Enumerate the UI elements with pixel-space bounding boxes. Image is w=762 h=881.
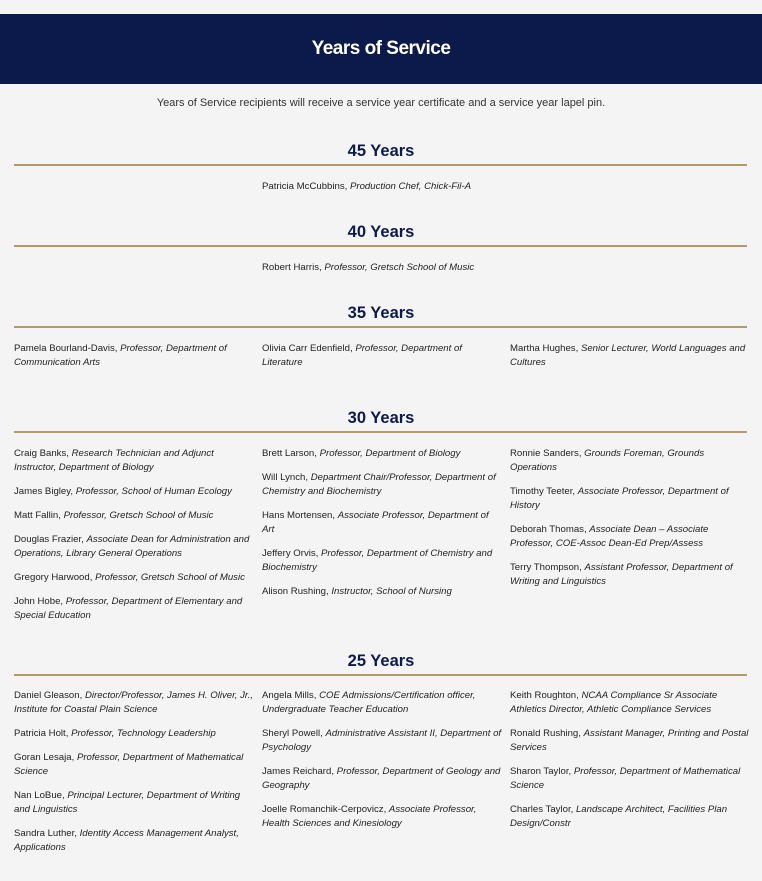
recipient-role: Research Technician and Adjunct Instructor, Department of Biology — [14, 448, 214, 473]
recipient-role: Professor, Department of Literature — [262, 343, 462, 368]
recipient-name: Joelle Romanchik-Cerpovicz — [262, 804, 384, 815]
list-item: Martha Hughes, Senior Lecturer, World Languages and Cultures — [510, 343, 746, 368]
list-item: James Reichard, Professor, Department of Geology and Geography — [262, 766, 501, 791]
recipient-name: Ronald Rushing — [510, 728, 579, 739]
section-title-45: 45 Years — [347, 142, 415, 160]
list-item: Terry Thompson, Assistant Professor, Department of Writing and Linguistics — [510, 562, 733, 587]
recipient-role: Department Chair/Professor, Department of Chemistry and Biochemistry — [262, 472, 496, 497]
recipient-role: Instructor, School of Nursing — [331, 586, 452, 597]
recipient-name: Gregory Harwood — [14, 572, 90, 583]
recipient-name: Ronnie Sanders — [510, 448, 579, 459]
recipient-role: Associate Dean – Associate Professor, COE-Assoc Dean-Ed Prep/Assess — [510, 524, 709, 549]
recipient-name: Craig Banks — [14, 448, 67, 459]
list-item: Deborah Thomas, Associate Dean – Associate Professor, COE-Assoc Dean-Ed Prep/Assess — [510, 524, 709, 549]
recipient-role: Professor, Department of Chemistry and Biochemistry — [262, 548, 493, 573]
list-item: Sheryl Powell, Administrative Assistant II, Department of Psychology — [262, 728, 502, 753]
recipient-name: Robert Harris — [262, 262, 320, 273]
recipient-name: Sharon Taylor — [510, 766, 569, 777]
recipient-role: Professor, School of Human Ecology — [75, 486, 232, 497]
recipient-role: Professor, Technology Leadership — [71, 728, 216, 739]
recipient-name: John Hobe — [14, 596, 61, 607]
list-item: John Hobe, Professor, Department of Elementary and Special Education — [14, 596, 243, 621]
recipient-role: NCAA Compliance Sr Associate Athletics Director, Athletic Compliance Services — [510, 690, 718, 715]
list-item: Hans Mortensen, Associate Professor, Department of Art — [262, 510, 489, 535]
recipient-role: Associate Dean for Administration and Operations, Library General Operations — [14, 534, 250, 559]
list-item: Gregory Harwood, Professor, Gretsch School of Music — [14, 572, 245, 583]
recipient-name: Nan LoBue — [14, 790, 63, 801]
page-title: Years of Service — [311, 38, 451, 59]
section-title-40: 40 Years — [347, 223, 415, 241]
list-item: Daniel Gleason, Director/Professor, James H. Oliver, Jr., Institute for Coastal Plain Science — [14, 690, 254, 715]
recipient-name: Keith Roughton — [510, 690, 577, 701]
recipient-role: Professor, Department of Elementary and Special Education — [14, 596, 243, 621]
recipient-role: COE Admissions/Certification officer, Undergraduate Teacher Education — [262, 690, 476, 715]
list-item: Brett Larson, Professor, Department of Biology — [262, 448, 461, 459]
recipient-name: Sandra Luther — [14, 828, 75, 839]
recipient-name: Patricia Holt — [14, 728, 66, 739]
list-item: Ronnie Sanders, Grounds Foreman, Grounds Operations — [510, 448, 705, 473]
recipient-role: Production Chef, Chick-Fil-A — [350, 181, 472, 192]
section-divider — [14, 674, 747, 676]
recipient-role: Associate Professor, Health Sciences and Kinesiology — [262, 804, 477, 829]
recipient-name: Alison Rushing — [262, 586, 326, 597]
recipient-role: Administrative Assistant II, Department of Psychology — [262, 728, 502, 753]
list-item: Will Lynch, Department Chair/Professor, Department of Chemistry and Biochemistry — [262, 472, 496, 497]
recipient-name: Jeffery Orvis — [262, 548, 316, 559]
recipient-name: James Bigley — [14, 486, 71, 497]
list-item: Jeffery Orvis, Professor, Department of Chemistry and Biochemistry — [262, 548, 493, 573]
list-item: Patricia McCubbins, Production Chef, Chick-Fil-A — [262, 181, 472, 192]
list-item: Robert Harris, Professor, Gretsch School of Music — [262, 262, 475, 273]
section-divider — [14, 164, 747, 166]
recipient-name: Goran Lesaja — [14, 752, 72, 763]
recipient-name: Patricia McCubbins — [262, 181, 345, 192]
recipient-name: Martha Hughes — [510, 343, 576, 354]
section-divider — [14, 245, 747, 247]
recipient-name: Sheryl Powell — [262, 728, 321, 739]
section-title-25: 25 Years — [347, 652, 415, 670]
recipient-name: Douglas Frazier — [14, 534, 82, 545]
recipient-role: Assistant Manager, Printing and Postal Services — [510, 728, 749, 753]
recipient-role: Professor, Department of Communication Arts — [14, 343, 227, 368]
recipient-role: Professor, Department of Mathematical Science — [510, 766, 741, 791]
recipient-name: Brett Larson — [262, 448, 315, 459]
top-strip — [0, 0, 762, 14]
recipient-role: Associate Professor, Department of Art — [262, 510, 489, 535]
list-item: Sharon Taylor, Professor, Department of Mathematical Science — [510, 766, 741, 791]
list-item: Angela Mills, COE Admissions/Certification officer, Undergraduate Teacher Education — [262, 690, 476, 715]
recipient-name: Terry Thompson — [510, 562, 580, 573]
recipient-role: Professor, Department of Biology — [319, 448, 461, 459]
header-banner — [0, 14, 762, 84]
list-item: Timothy Teeter, Associate Professor, Department of History — [510, 486, 729, 511]
list-item: Sandra Luther, Identity Access Management Analyst, Applications — [14, 828, 239, 853]
recipient-name: Angela Mills — [262, 690, 314, 701]
list-item: Joelle Romanchik-Cerpovicz, Associate Professor, Health Sciences and Kinesiology — [262, 804, 477, 829]
intro-text: Years of Service recipients will receive a service year certificate and a service year lapel pin. — [156, 97, 606, 109]
list-item: Craig Banks, Research Technician and Adjunct Instructor, Department of Biology — [14, 448, 214, 473]
list-item: Patricia Holt, Professor, Technology Leadership — [14, 728, 216, 739]
recipient-role: Professor, Gretsch School of Music — [63, 510, 214, 521]
section-title-30: 30 Years — [347, 409, 415, 427]
list-item: Nan LoBue, Principal Lecturer, Department of Writing and Linguistics — [14, 790, 241, 815]
recipient-role: Professor, Department of Mathematical Science — [14, 752, 244, 777]
recipient-role: Director/Professor, James H. Oliver, Jr., Institute for Coastal Plain Science — [14, 690, 254, 715]
list-item: Ronald Rushing, Assistant Manager, Printing and Postal Services — [510, 728, 749, 753]
list-item: Alison Rushing, Instructor, School of Nursing — [262, 586, 452, 597]
recipient-role: Associate Professor, Department of History — [510, 486, 729, 511]
recipient-name: Deborah Thomas — [510, 524, 584, 535]
section-divider — [14, 326, 747, 328]
recipient-name: Olivia Carr Edenfield — [262, 343, 350, 354]
list-item: Pamela Bourland-Davis, Professor, Department of Communication Arts — [14, 343, 227, 368]
recipient-role: Landscape Architect, Facilities Plan Design/Constr — [510, 804, 728, 829]
section-title-35: 35 Years — [347, 304, 415, 322]
recipient-role: Principal Lecturer, Department of Writing and Linguistics — [14, 790, 241, 815]
list-item: Olivia Carr Edenfield, Professor, Department of Literature — [262, 343, 462, 368]
list-item: Charles Taylor, Landscape Architect, Facilities Plan Design/Constr — [510, 804, 728, 829]
recipient-name: Charles Taylor — [510, 804, 571, 815]
recipient-role: Assistant Professor, Department of Writing and Linguistics — [510, 562, 733, 587]
recipient-name: Daniel Gleason — [14, 690, 80, 701]
recipient-name: Will Lynch — [262, 472, 306, 483]
list-item: James Bigley, Professor, School of Human Ecology — [14, 486, 232, 497]
recipient-role: Professor, Gretsch School of Music — [95, 572, 245, 583]
recipient-role: Grounds Foreman, Grounds Operations — [510, 448, 705, 473]
recipient-role: Professor, Department of Geology and Geography — [262, 766, 501, 791]
list-item: Douglas Frazier, Associate Dean for Administration and Operations, Library General Operations — [14, 534, 250, 559]
recipient-role: Senior Lecturer, World Languages and Cultures — [510, 343, 746, 368]
list-item: Keith Roughton, NCAA Compliance Sr Associate Athletics Director, Athletic Compliance Services — [510, 690, 718, 715]
list-item: Matt Fallin, Professor, Gretsch School of Music — [14, 510, 214, 521]
section-divider — [14, 431, 747, 433]
list-item: Goran Lesaja, Professor, Department of Mathematical Science — [14, 752, 244, 777]
recipient-role: Professor, Gretsch School of Music — [324, 262, 475, 273]
recipient-name: James Reichard — [262, 766, 332, 777]
recipient-name: Matt Fallin — [14, 510, 59, 521]
recipient-role: Identity Access Management Analyst, Applications — [14, 828, 239, 853]
recipient-name: Timothy Teeter — [510, 486, 573, 497]
recipient-name: Pamela Bourland-Davis — [14, 343, 115, 354]
recipient-name: Hans Mortensen — [262, 510, 333, 521]
